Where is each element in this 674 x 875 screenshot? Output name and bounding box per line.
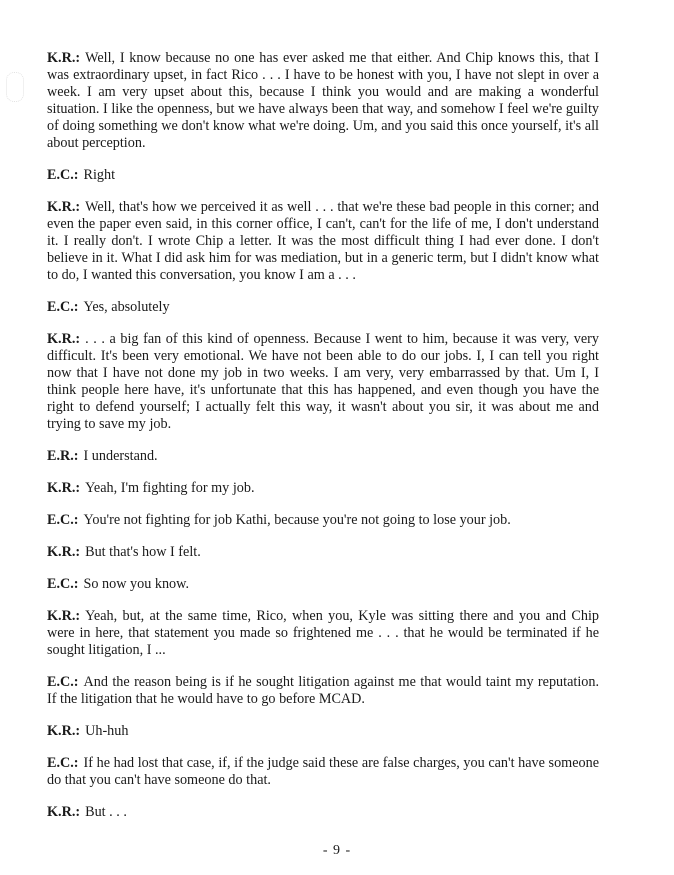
- speaker-label: E.C.:: [47, 755, 79, 771]
- speaker-label: K.R.:: [47, 723, 81, 739]
- page-number: - 9 -: [322, 843, 352, 858]
- speaker-label: K.R.:: [47, 544, 81, 560]
- speaker-label: K.R.:: [47, 50, 81, 66]
- entry-text: But . . .: [85, 804, 127, 820]
- entry-text: Yeah, I'm fighting for my job.: [85, 480, 255, 496]
- transcript-entry: [47, 167, 599, 184]
- entry-text: You're not fighting for job Kathi, because you're not going to lose your job.: [83, 512, 511, 528]
- speaker-label: E.C.:: [47, 167, 79, 183]
- scan-artifact: [6, 72, 24, 102]
- entry-text: If he had lost that case, if, if the judge said these are false charges, you can't have someone do that you can't have someone do that.: [47, 755, 599, 788]
- transcript-entry: [47, 512, 599, 529]
- transcript-entry: [47, 804, 599, 821]
- entry-text: Right: [83, 167, 116, 183]
- transcript-entry: [47, 723, 599, 740]
- transcript-entry: [47, 608, 599, 659]
- entry-text: Uh-huh: [85, 723, 129, 739]
- entry-text: But that's how I felt.: [85, 544, 201, 560]
- speaker-label: E.C.:: [47, 576, 79, 592]
- speaker-label: K.R.:: [47, 804, 81, 820]
- entry-text: . . . a big fan of this kind of openness. Because I went to him, because it was very, very difficult. It's been very emotional. We have not been able to do our jobs. I, I can tell you right now that I have not done my job in two weeks. I am very, very embarrassed by that. Um I, I think people here have, it's unfortunate that this has happened, and even though you have the right to defend yourself; I actually felt this way, it wasn't about you sir, it was about me and trying to save my job.: [47, 331, 599, 432]
- transcript-entry: [47, 299, 599, 316]
- transcript-entry: [47, 674, 599, 708]
- speaker-label: K.R.:: [47, 199, 81, 215]
- entry-text: Yeah, but, at the same time, Rico, when you, Kyle was sitting there and you and Chip were in here, that statement you made so frightened me . . . that he would be terminated if he sought litigation, I ...: [47, 608, 599, 658]
- speaker-label: E.C.:: [47, 299, 79, 315]
- speaker-label: K.R.:: [47, 608, 81, 624]
- speaker-label: E.C.:: [47, 674, 79, 690]
- transcript-entry: [47, 448, 599, 465]
- transcript-entry: [47, 199, 599, 284]
- entry-text: Well, that's how we perceived it as well . . . that we're these bad people in this corner; and even the paper even said, in this corner office, I can't, can't for the life of me, I don't understand it. I really don't. I wrote Chip a letter. It was the most difficult thing I had ever done. I don't believe in it. What I did ask him for was mediation, but in a generic term, but I didn't know what to do, I wanted this conversation, you know I am a . . .: [47, 199, 599, 283]
- transcript-entry: [47, 331, 599, 433]
- transcript-entry: [47, 576, 599, 593]
- entry-text: Yes, absolutely: [83, 299, 170, 315]
- entry-text: So now you know.: [83, 576, 190, 592]
- entry-text: And the reason being is if he sought litigation against me that would taint my reputation. If the litigation that he would have to go before MCAD.: [47, 674, 599, 707]
- transcript-body: [47, 50, 599, 836]
- transcript-entry: [47, 50, 599, 152]
- transcript-entry: [47, 480, 599, 497]
- speaker-label: E.R.:: [47, 448, 79, 464]
- speaker-label: E.C.:: [47, 512, 79, 528]
- speaker-label: K.R.:: [47, 480, 81, 496]
- speaker-label: K.R.:: [47, 331, 81, 347]
- entry-text: Well, I know because no one has ever asked me that either. And Chip knows this, that I was extraordinary upset, in fact Rico . . . I have to be honest with you, I have not slept in over a week. I am very upset about this, because I think you would and are making a wonderful situation. I like the openness, but we have always been that way, and somehow I feel we're guilty of doing something we don't know what we're doing. Um, and you said this once yourself, it's all about perception.: [47, 50, 599, 151]
- transcript-entry: [47, 755, 599, 789]
- transcript-entry: [47, 544, 599, 561]
- entry-text: I understand.: [83, 448, 158, 464]
